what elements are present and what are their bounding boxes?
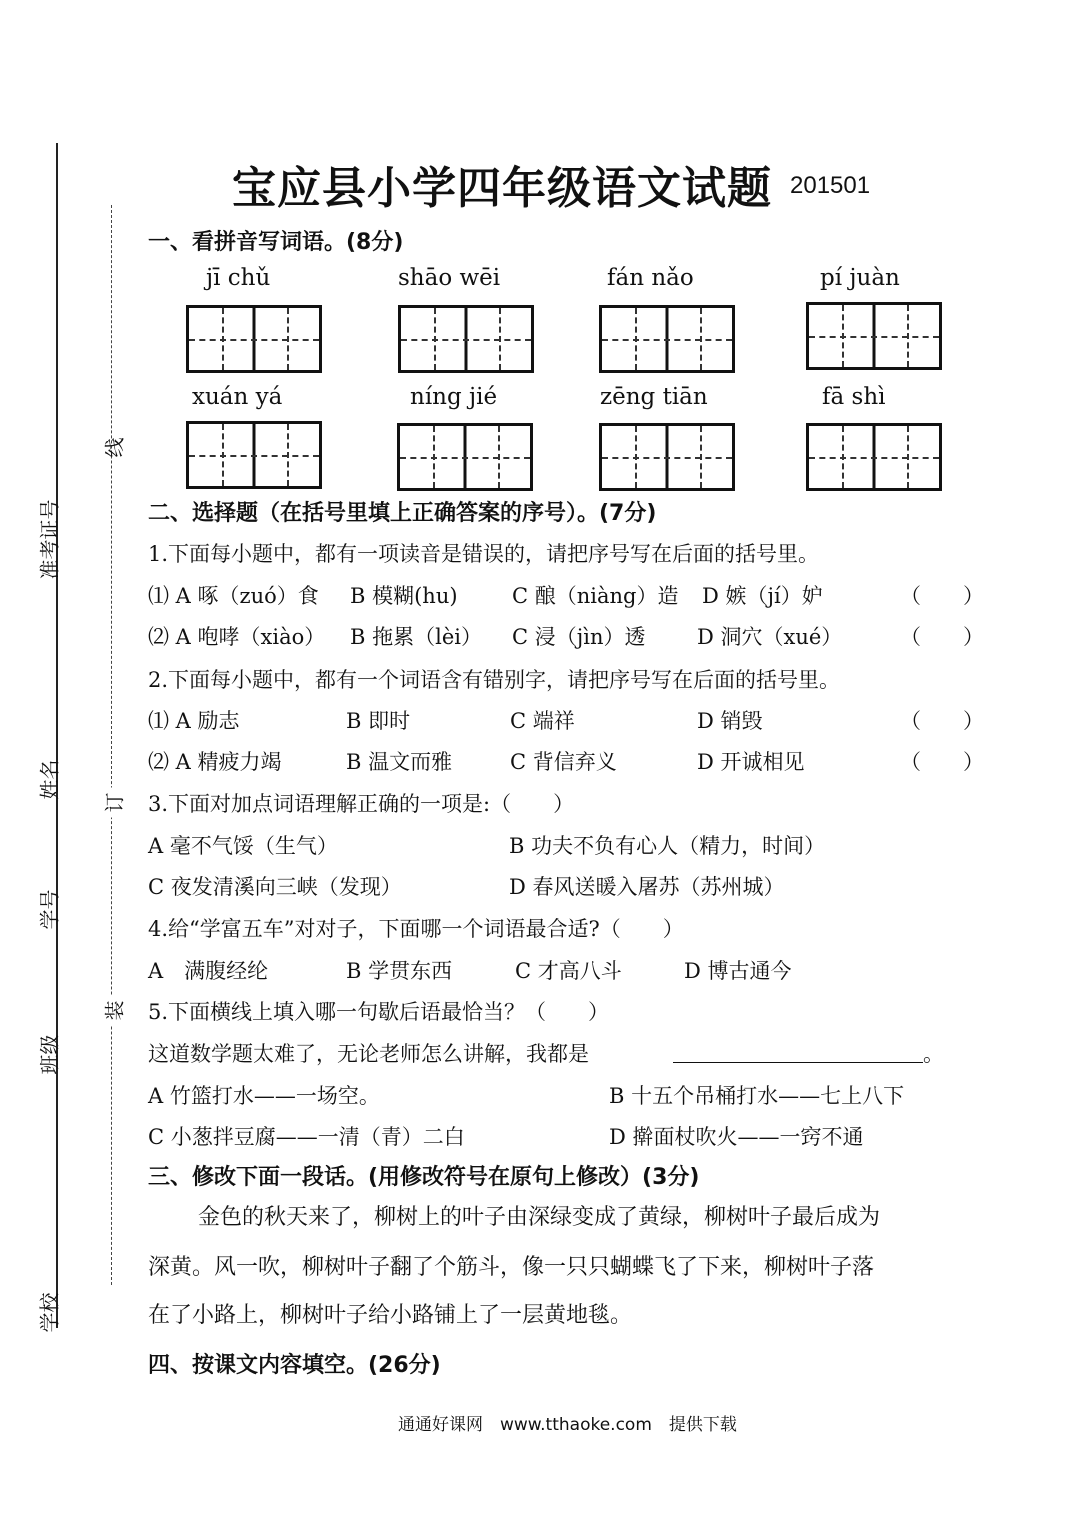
answer-grid-4[interactable] [806, 302, 942, 370]
q2-2-b: B 温文而雅 [346, 750, 453, 774]
q1-2-c: C 浸（jìn）透 [512, 625, 646, 649]
q5-stem: 5.下面横线上填入哪一句歇后语最恰当？（ ） [148, 1000, 610, 1024]
q3-option-c: C 夜发清溪向三峡（发现） [148, 875, 402, 899]
answer-grid-2[interactable] [398, 305, 534, 373]
binding-solid-line [56, 143, 58, 1328]
q1-1-c: C 酿（niàng）造 [512, 584, 679, 608]
answer-grid-7[interactable] [599, 423, 735, 491]
answer-grid-3[interactable] [599, 305, 735, 373]
pinyin-6: níng jié [410, 384, 498, 410]
pinyin-4: pí juàn [820, 265, 900, 291]
footer-source: 通通好课网 www.tthaoke.com 提供下载 [398, 1415, 737, 1435]
q2-2-d: D 开诚相见 [697, 750, 805, 774]
margin-label-school: 学校 [37, 1292, 62, 1333]
q4-option-c: C 才高八斗 [515, 959, 622, 983]
pinyin-7: zēng tiān [600, 384, 708, 410]
q1-1-b: B 模糊(hu) [350, 584, 458, 608]
q1-2-b: B 拖累（lèi） [350, 625, 482, 649]
q1-2-d: D 洞穴（xué） [697, 625, 843, 649]
cut-mark-bind: 订 [99, 788, 128, 818]
q1-2-answer-bracket[interactable]: （ ） [900, 625, 984, 649]
pinyin-8: fā shì [822, 384, 886, 410]
answer-grid-6[interactable] [397, 423, 533, 491]
pinyin-5: xuán yá [192, 384, 283, 410]
q1-1-d: D 嫉（jí）妒 [702, 584, 823, 608]
q1-1-a: ⑴ A 啄（zuó）食 [148, 584, 319, 608]
q3-stem: 3.下面对加点词语理解正确的一项是:（ ） [148, 792, 575, 816]
margin-label-exam-number: 准考证号 [37, 499, 62, 580]
q3-option-d: D 春风送暖入屠苏（苏州城） [509, 875, 785, 899]
answer-grid-1[interactable] [186, 305, 322, 373]
binding-dashed-line [111, 205, 112, 1285]
exam-code: 201501 [790, 172, 871, 199]
pinyin-1: jī chǔ [206, 265, 271, 291]
cut-mark-line: 线 [102, 437, 127, 458]
answer-grid-8[interactable] [806, 423, 942, 491]
q2-1-answer-bracket[interactable]: （ ） [900, 709, 984, 733]
section1-heading: 一、看拼音写词语。(8分) [148, 230, 404, 255]
q5-option-b: B 十五个吊桶打水——七上八下 [609, 1084, 905, 1108]
cut-mark-staple: 装 [99, 996, 128, 1026]
pinyin-2: shāo wēi [398, 265, 501, 291]
paragraph-line-1: 金色的秋天来了，柳树上的叶子由深绿变成了黄绿，柳树叶子最后成为 [198, 1205, 881, 1230]
paragraph-line-3: 在了小路上，柳树叶子给小路铺上了一层黄地毯。 [148, 1303, 633, 1328]
pinyin-3: fán nǎo [607, 265, 694, 291]
q5-sentence-end: 。 [923, 1042, 944, 1066]
q3-option-b: B 功夫不负有心人（精力，时间） [509, 834, 826, 858]
q5-option-c: C 小葱拌豆腐——一清（青）二白 [148, 1125, 465, 1149]
section3-heading: 三、修改下面一段话。(用修改符号在原句上修改）(3分) [148, 1165, 700, 1190]
q2-1-d: D 销毁 [697, 709, 763, 733]
q1-1-answer-bracket[interactable]: （ ） [900, 584, 984, 608]
margin-label-name: 姓名 [37, 759, 62, 800]
q5-option-a: A 竹篮打水——一场空。 [148, 1084, 380, 1108]
margin-label-student-id: 学号 [37, 889, 62, 930]
q2-2-c: C 背信弃义 [510, 750, 617, 774]
section4-heading: 四、按课文内容填空。(26分) [148, 1353, 441, 1378]
answer-grid-5[interactable] [186, 421, 322, 489]
q4-stem: 4.给“学富五车”对对子，下面哪一个词语最合适?（ ） [148, 917, 684, 941]
q3-option-a: A 毫不气馁（生气） [148, 834, 338, 858]
q4-option-d: D 博古通今 [684, 959, 792, 983]
q4-option-a: A 满腹经纶 [148, 959, 269, 983]
q4-option-b: B 学贯东西 [346, 959, 453, 983]
q2-stem: 2.下面每小题中，都有一个词语含有错别字，请把序号写在后面的括号里。 [148, 668, 841, 692]
margin-label-class: 班级 [37, 1034, 62, 1075]
q1-stem: 1.下面每小题中，都有一项读音是错误的，请把序号写在后面的括号里。 [148, 542, 820, 566]
q2-1-c: C 端祥 [510, 709, 575, 733]
q1-2-a: ⑵ A 咆哮（xiào） [148, 625, 326, 649]
paragraph-line-2: 深黄。风一吹，柳树叶子翻了个筋斗，像一只只蝴蝶飞了下来，柳树叶子落 [148, 1255, 875, 1280]
q5-option-d: D 擀面杖吹火——一窍不通 [609, 1125, 864, 1149]
q2-2-a: ⑵ A 精疲力竭 [148, 750, 282, 774]
q5-sentence: 这道数学题太难了，无论老师怎么讲解，我都是 [148, 1042, 589, 1066]
q5-answer-blank[interactable] [673, 1062, 923, 1063]
q2-1-b: B 即时 [346, 709, 411, 733]
q2-1-a: ⑴ A 励志 [148, 709, 240, 733]
q2-2-answer-bracket[interactable]: （ ） [900, 750, 984, 774]
section2-heading: 二、选择题（在括号里填上正确答案的序号）。(7分) [148, 501, 657, 526]
page-title: 宝应县小学四年级语文试题 [232, 163, 772, 214]
